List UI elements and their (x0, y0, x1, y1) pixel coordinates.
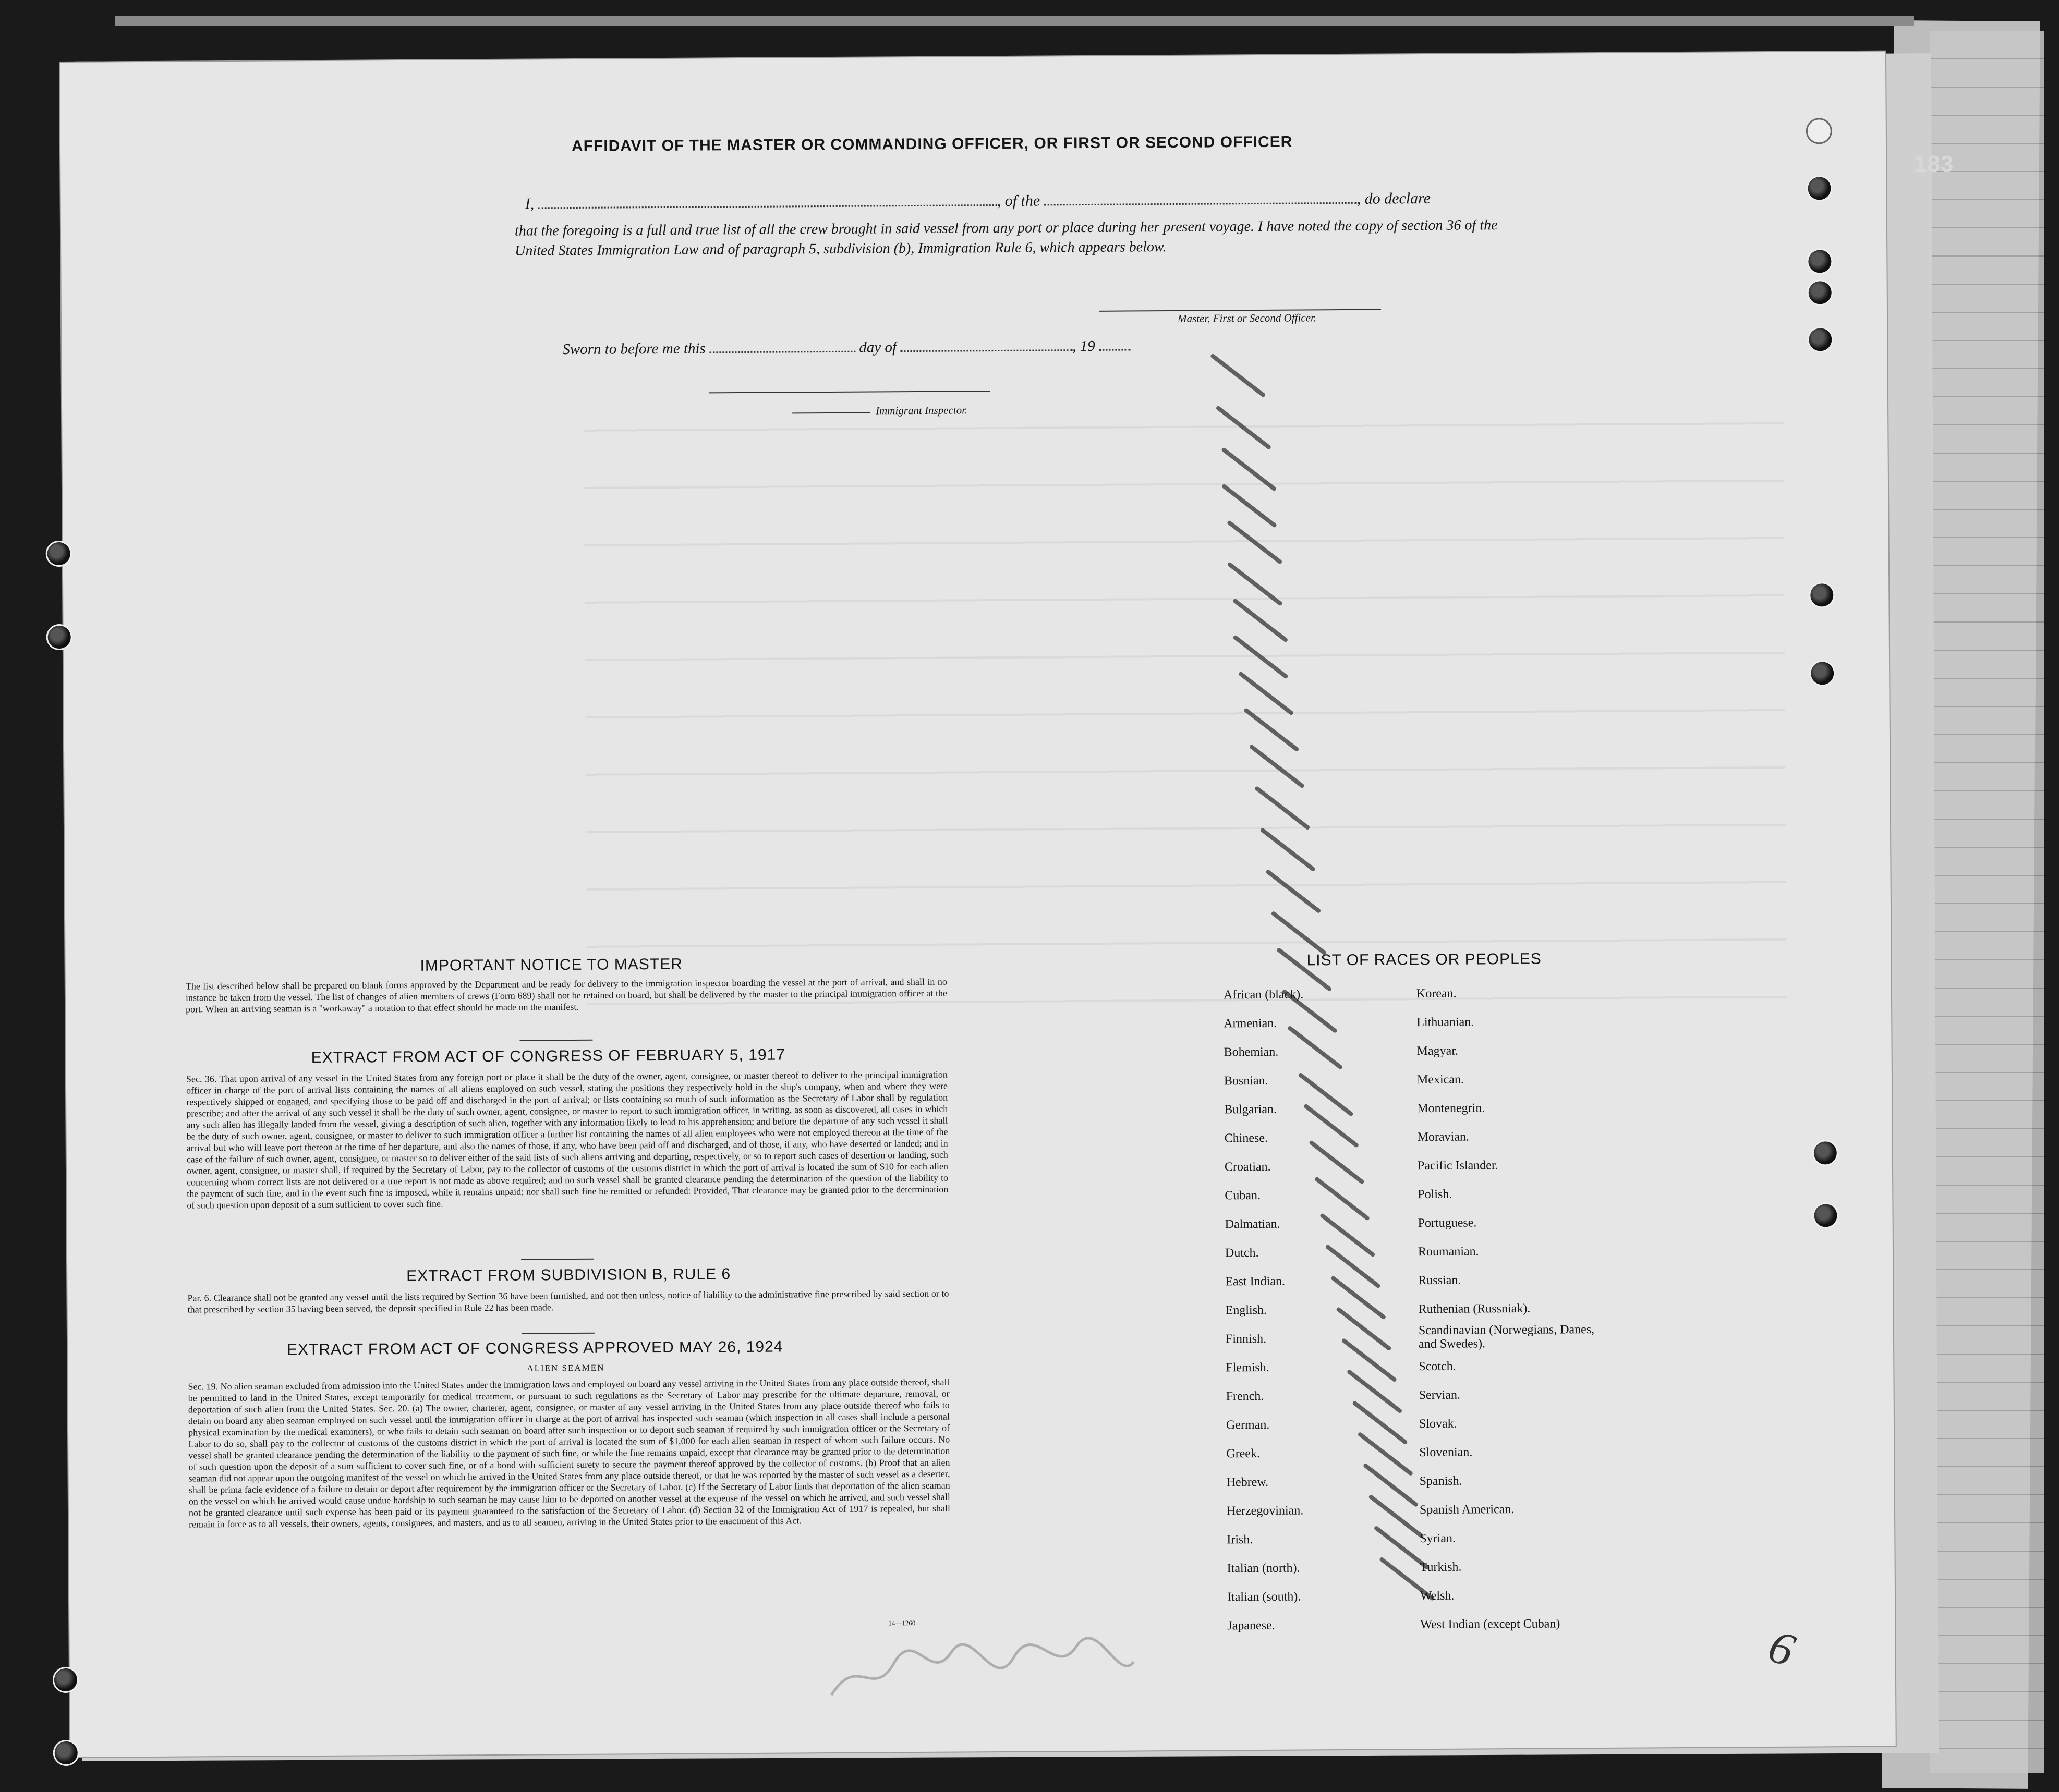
race-item: Spanish American. (1419, 1503, 1515, 1517)
punch-hole (1808, 119, 1831, 142)
pen-stroke (1325, 1244, 1381, 1289)
sworn-day-field[interactable] (709, 351, 855, 353)
race-item: Pacific Islander. (1417, 1159, 1498, 1173)
pen-stroke (1363, 1463, 1419, 1508)
extract2-divider (521, 1259, 594, 1260)
race-item: Bosnian. (1224, 1074, 1268, 1088)
race-item: Herzegovinian. (1226, 1504, 1304, 1518)
punch-hole (1814, 1204, 1837, 1227)
pen-stroke (1368, 1494, 1424, 1539)
sworn-month-field[interactable] (900, 349, 1072, 352)
punch-hole (55, 1741, 78, 1764)
extract3-subtitle: ALIEN SEAMEN (527, 1362, 605, 1373)
race-item: Slovak. (1419, 1417, 1457, 1431)
margin-note: 6 (1762, 1620, 1801, 1677)
extract1-divider (519, 1040, 592, 1041)
races-column-2 (1416, 979, 1608, 1639)
sworn-year-field[interactable] (1099, 349, 1130, 350)
punch-hole (1810, 583, 1833, 606)
pen-stroke (1298, 1072, 1354, 1117)
race-item: Cuban. (1225, 1188, 1261, 1203)
race-item: Italian (south). (1227, 1590, 1301, 1604)
extract3-body: Sec. 19. No alien seaman excluded from admission into the United States under the immigration laws and employed on board any vessel arriving in the United States from any place outside thereof, shall be permitted to land in the United States, except temporarily for medical treatment, or pursuant to such regulations as the Secretary of Labor may prescribe for the ultimate departure, removal, or deportation of such alien from the United States. Sec. 20. (a) The owner, charterer, agent, consignee, or master of any vessel arriving in the United States from any place outside thereof who fails to detain on board any alien seaman employed on such vessel until the immigration officer in charge at the port of arrival has inspected such seaman (which inspection in all cases shall include a personal physical examination by the medical examiners), or who fails to detain such seaman on board after such inspection or to deport such seaman if required by such immigration officer or the Secretary of Labor to do so, shall pay to the collector of customs of the customs district in which the port of arrival is located the sum of $1,000 for each alien seaman in respect of whom such failure occurs. No vessel shall be granted clearance pending the determination of the liability to the payment of such fine, or while the fine remains unpaid, except that clearance may be granted prior to the determination of such question upon the deposit of a sum sufficient to cover such fine, or of a bond with sufficient surety to secure the payment thereof approved by the collector of customs. (b) Proof that an alien seaman did not appear upon the outgoing manifest of the vessel on which he arrived in the United States from any place outside thereof, or that he was reported by the master of such vessel as a deserter, shall be prima facie evidence of a failure to detain or deport after requirement by the immigration officer or the Secretary of Labor. (c) If the Secretary of Labor finds that deportation of the alien seaman on the vessel on which he arrived would cause undue hardship to such seaman he may cause him to be deported on another vessel at the expense of the vessel on which he arrived, and such vessel shall not be granted clearance until such expense has been paid or its payment guaranteed to the satisfaction of the Secretary of Labor. (d) Section 32 of the Immigration Act of 1917 is repealed, but shall remain in force as to all vessels, their owners, agents, consignees, and masters, and as to all seamen, arriving in the United States prior to the enactment of this Act. (188, 1376, 951, 1530)
race-item: Armenian. (1224, 1016, 1277, 1031)
sworn-year-label: , 19 (1072, 337, 1095, 355)
race-item: Portuguese. (1418, 1216, 1477, 1230)
sworn-day-of-label: day of (859, 339, 897, 356)
race-item: Mexican. (1416, 1072, 1464, 1087)
punch-hole (54, 1668, 77, 1691)
race-item: Lithuanian. (1416, 1015, 1474, 1030)
race-item: Slovenian. (1419, 1445, 1473, 1460)
race-item: African (black). (1223, 988, 1304, 1002)
punch-hole (1808, 250, 1831, 273)
race-item: Scandinavian (Norwegians, Danes, and Swedes). (1418, 1323, 1595, 1351)
punch-hole (1809, 281, 1832, 304)
sworn-line (562, 337, 1130, 358)
race-item: East Indian. (1225, 1274, 1286, 1289)
race-item: Italian (north). (1227, 1561, 1300, 1576)
pen-stroke (1210, 353, 1266, 398)
page-number: 183 (1914, 151, 1954, 177)
race-item: Ruthenian (Russniak). (1418, 1301, 1531, 1316)
extract2-body: Par. 6. Clearance shall not be granted any vessel until the lists required by Section 36 have been furnished, and not then unless, notice of liability to the administrative fine prescribed by said section or to that prescribed by section 35 having been served, the deposit specified in Rule 22 has been made. (187, 1288, 949, 1315)
notice-body: The list described below shall be prepared on blank forms approved by the Department and be ready for delivery to the immigration inspector boarding the vessel at the port of arrival, and shall in no instance be taken from the vessel. The list of changes of alien members of crews (Form 689) shall not be retained on board, but shall be delivered by the master to the principal immigration officer at the port. When an arriving seaman is a "workaway" a notation to that effect should be made on the manifest. (185, 976, 947, 1015)
race-item: Syrian. (1420, 1531, 1456, 1546)
extract3-title: EXTRACT FROM ACT OF CONGRESS APPROVED MAY 26, 1924 (286, 1338, 783, 1359)
inspector-caption: Immigrant Inspector. (876, 404, 968, 417)
race-item: Spanish. (1419, 1474, 1462, 1489)
race-item: Welsh. (1420, 1589, 1455, 1603)
pen-stroke (1336, 1307, 1392, 1351)
race-item: Russian. (1418, 1273, 1461, 1288)
affidavit-of-the-label: , of the (997, 192, 1040, 210)
extract3-divider (522, 1333, 595, 1334)
race-item: Montenegrin. (1417, 1101, 1485, 1116)
race-item: Magyar. (1416, 1044, 1459, 1058)
bleed-through-text (584, 391, 1787, 1024)
race-item: English. (1225, 1303, 1267, 1318)
race-item: West Indian (except Cuban) (1420, 1617, 1560, 1632)
punch-hole (47, 542, 70, 565)
affidavit-declare-label: , do declare (1356, 189, 1431, 208)
race-item: Dalmatian. (1225, 1217, 1280, 1232)
extract2-title: EXTRACT FROM SUBDIVISION B, RULE 6 (406, 1265, 731, 1285)
affidavit-line-1 (525, 189, 1542, 213)
race-item: French. (1226, 1389, 1264, 1404)
race-item: Chinese. (1224, 1131, 1268, 1145)
page-edge-strip (115, 16, 1914, 26)
punch-hole (1814, 1141, 1837, 1164)
race-item: Korean. (1416, 986, 1457, 1001)
race-item: Croatian. (1224, 1160, 1271, 1174)
punch-hole (48, 626, 71, 649)
signature-scribble (826, 1620, 1139, 1711)
vessel-field[interactable] (1044, 202, 1357, 206)
pen-check-marks (60, 52, 1885, 63)
race-item: Scotch. (1419, 1359, 1456, 1374)
punch-hole (1811, 662, 1834, 685)
race-item: Irish. (1227, 1533, 1253, 1547)
race-item: Roumanian. (1418, 1245, 1479, 1259)
master-signature-line[interactable] (1099, 309, 1381, 312)
master-signature-caption: Master, First or Second Officer. (1177, 311, 1317, 325)
race-item: Japanese. (1227, 1618, 1275, 1633)
race-item: Finnish. (1225, 1332, 1267, 1346)
race-item: Flemish. (1226, 1360, 1269, 1375)
extract1-body: Sec. 36. That upon arrival of any vessel in the United States from any foreign port or place it shall be the duty of the owner, agent, consignee, or master thereof to deliver to the principal immigration officer in charge of the port of arrival lists containing the names of all aliens employed on such vessel, stating the positions they respectively hold in the ship's company, when and where they were respectively shipped or engaged, and specifying those to be paid off and discharged in the port of arrival; or lists containing so much of such information as the Secretary of Labor shall by regulation prescribe; and after the arrival of any such vessel it shall be the duty of such owner, agent, consignee, or master to report to such immigration officer, in writing, as soon as discovered, all cases in which any such alien has illegally landed from the vessel, giving a description of such alien, together with any information likely to lead to his apprehension; and before the departure of any such vessel it shall be the duty of such owner, agent, consignee, or master to deliver to such immigration officer a further list containing the names of all alien employees who were not employed thereon at the time of the arrival but who will leave port thereon at the time of her departure, and also the names of those, if any, who have been paid off and discharged, and of those, if any, who have deserted or landed; and in case of the failure of such owner, agent, consignee, or master so to deliver either of the said lists of such aliens arriving and departing, respectively, or so to report such cases of desertion or landing, such owner, agent, consignee, or master shall, if required by the Secretary of Labor, pay to the collector of customs of the customs district in which the port of arrival is located the sum of $10 for each alien concerning whom correct lists are not delivered or a true report is not made as above required; and no such vessel shall be granted clearance pending the determination of the question of the liability to the payment of such fine, and in the event such fine is imposed, while it remains unpaid; nor shall such fine be remitted or refunded: Provided, That clearance may be granted prior to the determination of such question upon deposit of a sum sufficient to cover such fine. (186, 1069, 949, 1211)
race-item: Bulgarian. (1224, 1102, 1277, 1117)
notice-title: IMPORTANT NOTICE TO MASTER (420, 955, 683, 974)
pen-stroke (1352, 1400, 1408, 1445)
race-item: Greek. (1226, 1446, 1261, 1461)
affidavit-i-label: I, (525, 195, 535, 213)
sworn-prefix: Sworn to before me this (562, 340, 706, 358)
race-item: Turkish. (1420, 1560, 1462, 1575)
race-item: Bohemian. (1224, 1045, 1279, 1059)
race-item: Dutch. (1225, 1246, 1259, 1260)
punch-hole (1809, 328, 1832, 351)
affidavit-body: that the foregoing is a full and true list of all the crew brought in said vessel from any port or place during her present voyage. I have noted the copy of section 36 of the United States Immigration Law and of paragraph 5, subdivision (b), Immigration Rule 6, which appears below. (514, 217, 1498, 259)
manifest-sheet (60, 52, 1896, 1757)
extract1-title: EXTRACT FROM ACT OF CONGRESS OF FEBRUARY 5, 1917 (311, 1046, 786, 1067)
underlying-ruled-page (1930, 31, 2044, 1773)
races-column-1 (1224, 980, 1307, 1640)
pen-stroke (1347, 1369, 1403, 1414)
punch-hole (1808, 177, 1831, 200)
inspector-signature-line[interactable] (709, 391, 990, 393)
race-item: German. (1226, 1418, 1270, 1432)
form-number: 14—1260 (888, 1619, 916, 1627)
pen-stroke (1341, 1338, 1397, 1383)
pen-stroke (1357, 1432, 1413, 1477)
races-title: LIST OF RACES OR PEOPLES (1306, 950, 1542, 969)
pen-stroke (1330, 1275, 1387, 1320)
race-item: Moravian. (1417, 1130, 1470, 1144)
race-item: Servian. (1419, 1388, 1461, 1403)
name-field[interactable] (538, 204, 997, 209)
race-item: Polish. (1418, 1187, 1452, 1202)
affidavit-title: AFFIDAVIT OF THE MASTER OR COMMANDING OFFICER, OR FIRST OR SECOND OFFICER (571, 133, 1293, 155)
race-item: Hebrew. (1226, 1475, 1269, 1490)
